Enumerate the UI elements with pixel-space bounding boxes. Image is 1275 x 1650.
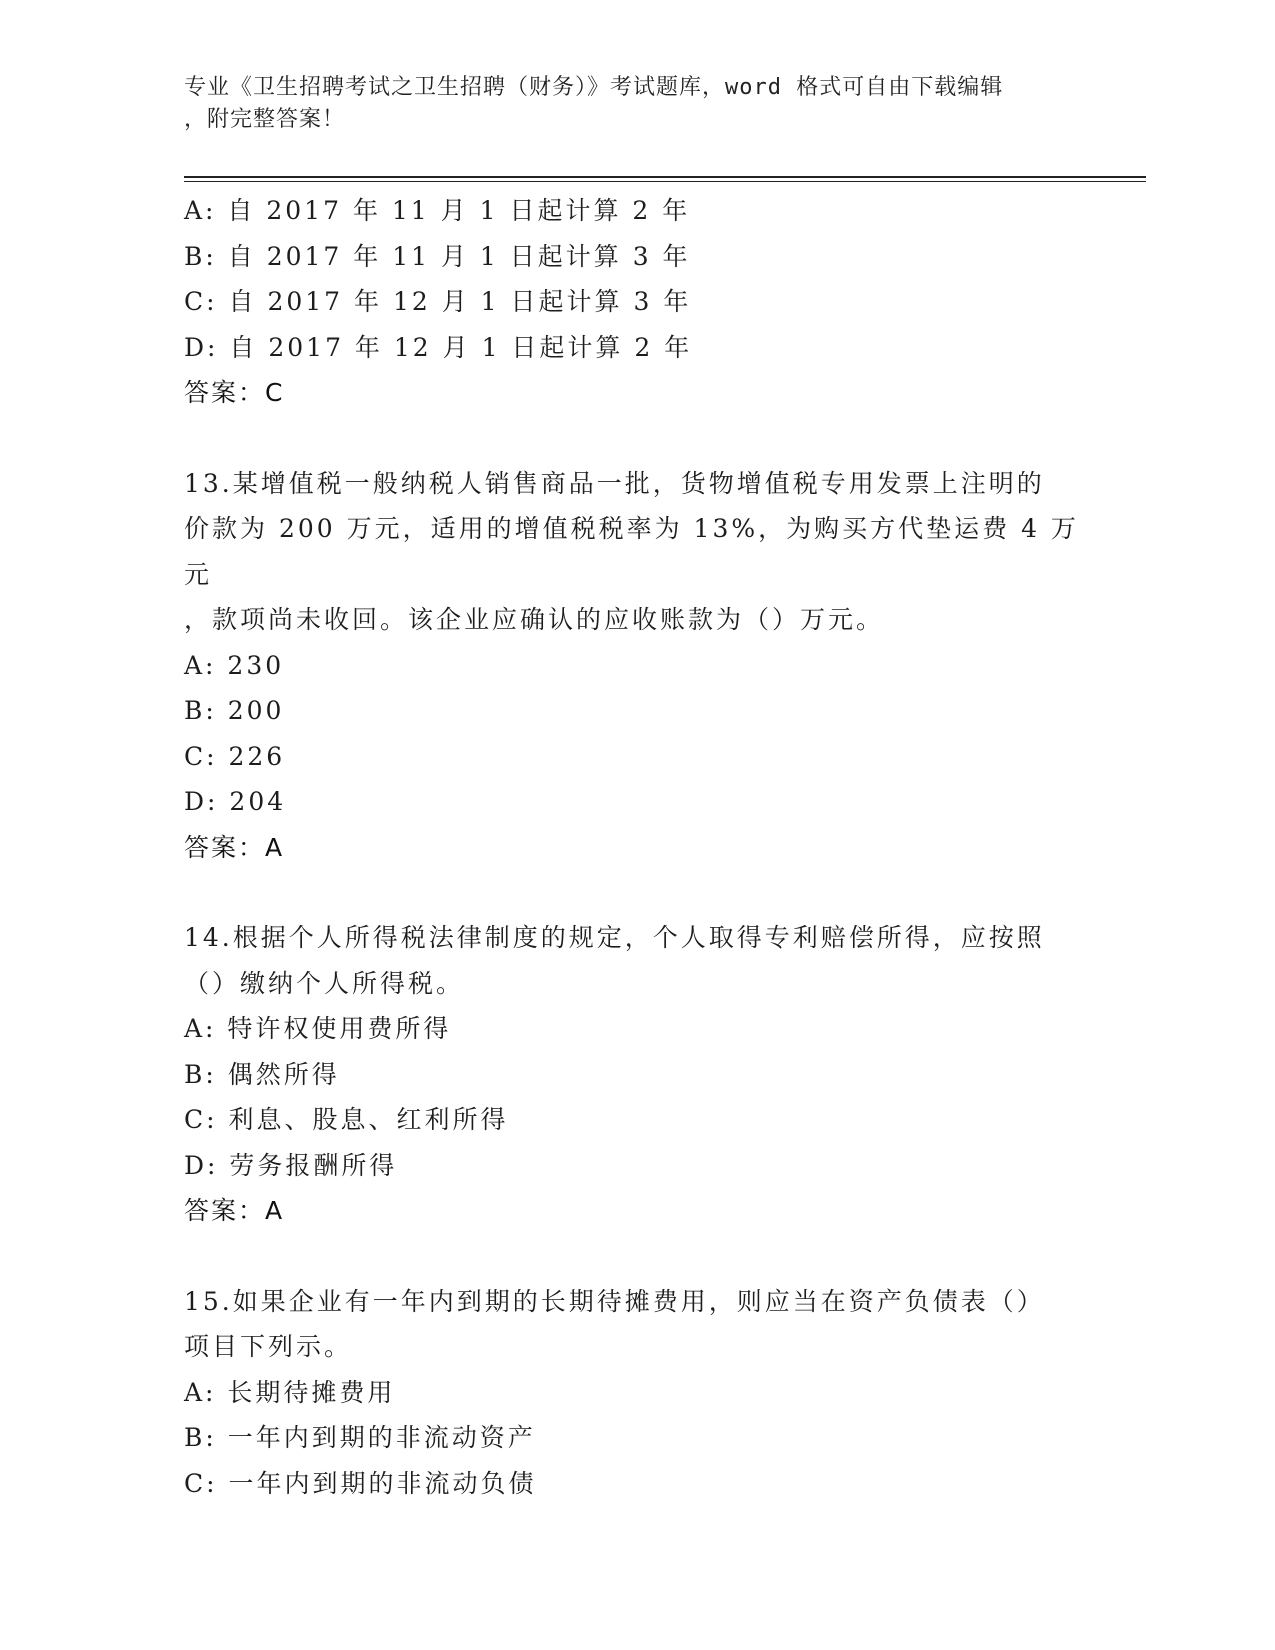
question-14 (184, 915, 1084, 1234)
option-b: B: 200 (184, 696, 285, 725)
option-a: A: 特许权使用费所得 (184, 1014, 452, 1043)
question-stem-line: （）缴纳个人所得税。 (184, 968, 465, 998)
option-c: C: 自 2017 年 12 月 1 日起计算 3 年 (184, 287, 692, 316)
option-a: A: 230 (184, 650, 285, 680)
answer: 答案：C (184, 378, 285, 407)
document-header (184, 72, 1084, 136)
option-b: B: 偶然所得 (184, 1059, 340, 1089)
answer: 答案：A (184, 832, 285, 862)
header-divider-thick (184, 176, 1146, 178)
option-d: D: 劳务报酬所得 (184, 1150, 398, 1180)
question-stem-line: 价款为 200 万元，适用的增值税税率为 13%，为购买方代垫运费 4 万元 (184, 514, 1079, 589)
option-b: B: 自 2017 年 11 月 1 日起计算 3 年 (184, 241, 691, 271)
option-c: C: 一年内到期的非流动负债 (184, 1468, 537, 1498)
question-stem-line: ，款项尚未收回。该企业应确认的应收账款为（）万元。 (184, 605, 885, 634)
question-stem-line: 项目下列示。 (184, 1332, 353, 1361)
question-12 (184, 188, 1084, 416)
option-a: A: 自 2017 年 11 月 1 日起计算 2 年 (184, 196, 691, 225)
header-divider-thin (184, 181, 1146, 182)
option-c: C: 利息、股息、红利所得 (184, 1105, 509, 1134)
option-c: C: 226 (184, 741, 286, 771)
question-stem-line: 15.如果企业有一年内到期的长期待摊费用，则应当在资产负债表（） (184, 1286, 1045, 1316)
spacer (184, 1234, 1084, 1279)
option-d: D: 自 2017 年 12 月 1 日起计算 2 年 (184, 332, 693, 362)
question-13 (184, 461, 1084, 871)
answer: 答案：A (184, 1196, 285, 1225)
option-a: A: 长期待摊费用 (184, 1377, 396, 1407)
spacer (184, 870, 1084, 915)
option-d: D: 204 (184, 787, 287, 816)
question-15 (184, 1279, 1084, 1507)
header-line-1: 专业《卫生招聘考试之卫生招聘（财务）》考试题库，word 格式可自由下载编辑 (184, 75, 1004, 100)
question-stem-line: 13.某增值税一般纳税人销售商品一批，货物增值税专用发票上注明的 (184, 468, 1045, 498)
question-list (184, 188, 1084, 1506)
option-b: B: 一年内到期的非流动资产 (184, 1423, 536, 1452)
header-line-2: ，附完整答案！ (184, 107, 346, 132)
question-stem-line: 14.根据个人所得税法律制度的规定，个人取得专利赔偿所得，应按照 (184, 923, 1045, 952)
spacer (184, 416, 1084, 461)
